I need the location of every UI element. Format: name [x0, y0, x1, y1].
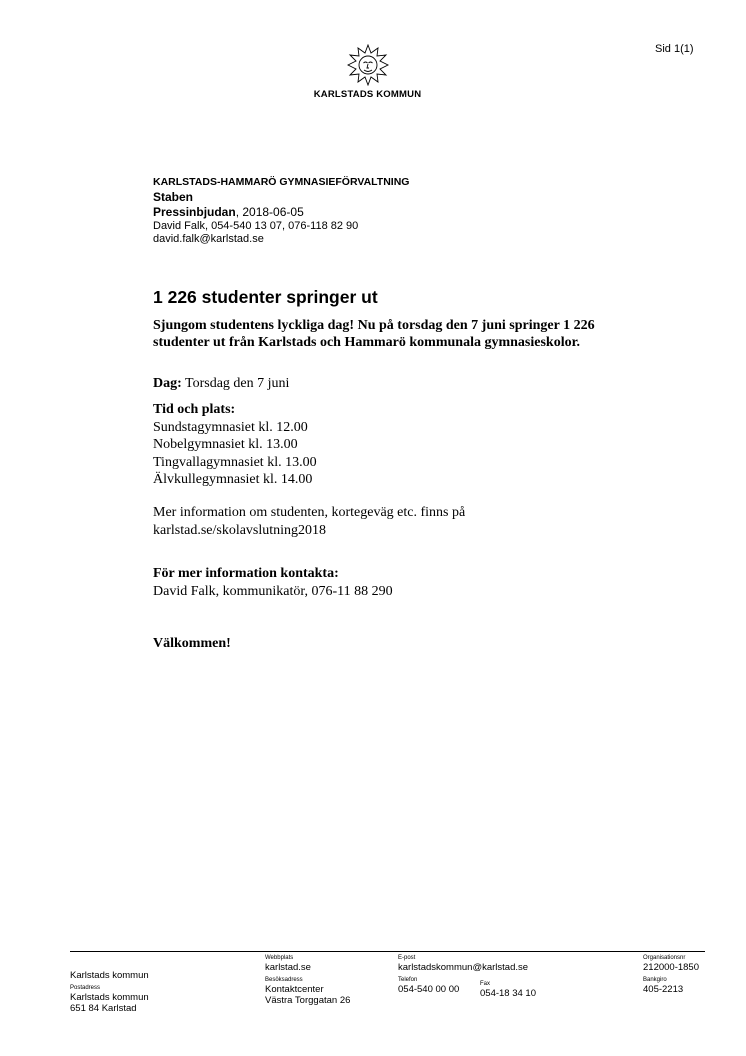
footer-fax-caption: Fax — [480, 981, 491, 987]
invitation-line — [153, 205, 409, 220]
department-name: KARLSTADS-HAMMARÖ GYMNASIEFÖRVALTNING — [153, 176, 410, 188]
footer-phone: 054-540 00 00 — [398, 984, 460, 995]
contact-section — [153, 565, 393, 600]
time-place-item: Sundstagymnasiet kl. 12.00 — [153, 419, 308, 435]
more-info-paragraph: Mer information om studenten, kortegeväg etc. finns på karlstad.se/skolavslutning2018 — [153, 505, 466, 538]
footer-fax: 054-18 34 10 — [480, 988, 536, 999]
footer-postal-line: 651 84 Karlstad — [70, 1003, 137, 1014]
invitation-label: Pressinbjudan — [153, 205, 236, 219]
footer-org-name: Karlstads kommun — [70, 970, 149, 981]
footer-web-caption: Webbplats — [265, 955, 294, 961]
time-place-item: Tingvallagymnasiet kl. 13.00 — [153, 454, 317, 470]
footer-web: karlstad.se — [265, 962, 311, 973]
sender-block — [153, 176, 409, 246]
logo — [300, 44, 435, 100]
footer-email-caption: E-post — [398, 955, 416, 961]
footer-orgnr-column — [643, 955, 699, 995]
footer-visit-line: Västra Torggatan 26 — [265, 995, 351, 1006]
footer-bank-caption: Bankgiro — [643, 977, 667, 983]
page-number: Sid 1(1) — [655, 43, 694, 55]
welcome-text: Välkommen! — [153, 636, 231, 651]
footer-postal-caption: Postadress — [70, 985, 101, 991]
footer-web-column — [265, 955, 350, 1006]
lead-paragraph: Sjungom studentens lyckliga dag! Nu på torsdag den 7 juni springer 1 226 studenter ut från Karlstads och Hammarö kommunala gymnasieskolor. — [153, 318, 595, 350]
footer-visit-line: Kontaktcenter — [265, 984, 324, 995]
footer-divider — [70, 951, 705, 952]
time-place-item: Älvkullegymnasiet kl. 14.00 — [153, 472, 313, 487]
time-place-heading: Tid och plats: — [153, 402, 236, 417]
invitation-date: , 2018-06-05 — [235, 205, 304, 219]
day-label: Dag: — [153, 376, 182, 391]
contact-line: David Falk, 054-540 13 07, 076-118 82 90 — [153, 220, 359, 232]
time-place-item: Nobelgymnasiet kl. 13.00 — [153, 437, 298, 452]
sender-email: david.falk@karlstad.se — [153, 233, 264, 245]
day-value: Torsdag den 7 juni — [181, 376, 290, 391]
headline: 1 226 studenter springer ut — [153, 287, 378, 307]
footer-orgnr: 212000-1850 — [643, 962, 699, 973]
footer-visit-caption: Besöksadress — [265, 977, 303, 983]
footer-email: karlstadskommun@karlstad.se — [398, 962, 529, 973]
unit-name: Staben — [153, 190, 194, 204]
contact-text: David Falk, kommunikatör, 076-11 88 290 — [153, 583, 393, 599]
footer-org-column — [70, 963, 149, 1014]
footer-bank: 405-2213 — [643, 984, 684, 995]
day-line — [153, 375, 289, 392]
footer-postal-line: Karlstads kommun — [70, 992, 149, 1003]
footer-orgnr-caption: Organisationsnr — [643, 955, 686, 961]
time-place-section — [153, 401, 317, 489]
contact-heading: För mer information kontakta: — [153, 566, 339, 581]
footer-phone-caption: Telefon — [398, 977, 418, 983]
sun-emblem-icon — [347, 44, 389, 86]
logo-text: KARLSTADS KOMMUN — [313, 89, 422, 100]
footer-fax-column — [480, 981, 536, 999]
